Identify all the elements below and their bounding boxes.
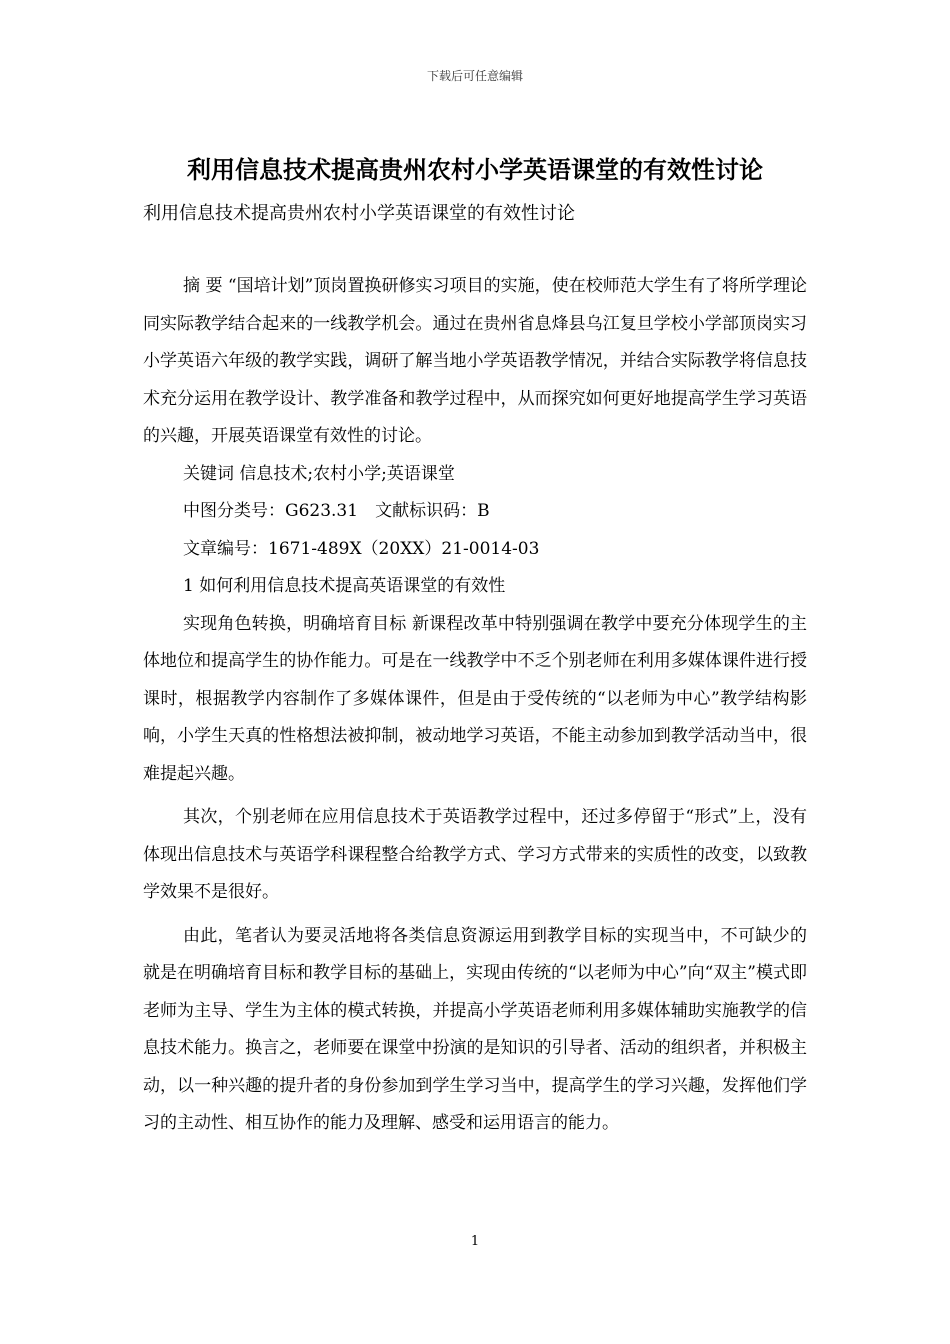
keywords-line: 关键词 信息技术;农村小学;英语课堂: [183, 463, 455, 484]
body-paragraph: 其次，个别老师在应用信息技术于英语教学过程中，还过多停留于“形式”上，没有体现出信息技术与英语学科课程整合给教学方式、学习方式带来的实质性的改变，以致教学效果不是很好。: [143, 807, 807, 902]
page-title: 利用信息技术提高贵州农村小学英语课堂的有效性讨论: [187, 155, 763, 184]
page-subtitle: 利用信息技术提高贵州农村小学英语课堂的有效性讨论: [143, 203, 575, 224]
body-paragraph: 由此，笔者认为要灵活地将各类信息资源运用到教学目标的实现当中，不可缺少的就是在明确培育目标和教学目标的基础上，实现由传统的“以老师为中心”向“双主”模式即老师为主导、学生为主体的模式转换，并提高小学英语老师利用多媒体辅助实施教学的信息技术能力。换言之，老师要在课堂中扮演的是知识的引导者、活动的组织者，并积极主动，以一种兴趣的提升者的身份参加到学生学习当中，提高学生的学习兴趣，发挥他们学习的主动性、相互协作的能力及理解、感受和运用语言的能力。: [143, 925, 807, 1133]
classification-line: 中图分类号：G623.31 文献标识码：B: [183, 501, 490, 521]
page-number: 1: [470, 1234, 480, 1249]
body-paragraph: 实现角色转换，明确培育目标 新课程改革中特别强调在教学中要充分体现学生的主体地位和提高学生的协作能力。可是在一线教学中不乏个别老师在利用多媒体课件进行授课时，根据教学内容制作了多媒体课件，但是由于受传统的“以老师为中心”教学结构影响，小学生天真的性格想法被抑制，被动地学习英语，不能主动参加到教学活动当中，很难提起兴趣。: [143, 613, 807, 784]
article-number-line: 文章编号：1671-489X（20XX）21-0014-03: [183, 538, 540, 559]
section-heading: 1 如何利用信息技术提高英语课堂的有效性: [183, 576, 506, 596]
abstract-paragraph: 摘 要 “国培计划”顶岗置换研修实习项目的实施，使在校师范大学生有了将所学理论同实际教学结合起来的一线教学机会。通过在贵州省息烽县乌江复旦学校小学部顶岗实习小学英语六年级的教学实践，调研了解当地小学英语教学情况，并结合实际教学将信息技术充分运用在教学设计、教学准备和教学过程中，从而探究如何更好地提高学生学习英语的兴趣，开展英语课堂有效性的讨论。: [143, 276, 807, 446]
document-body: [143, 268, 807, 1143]
header-note: 下载后可任意编辑: [426, 69, 523, 83]
